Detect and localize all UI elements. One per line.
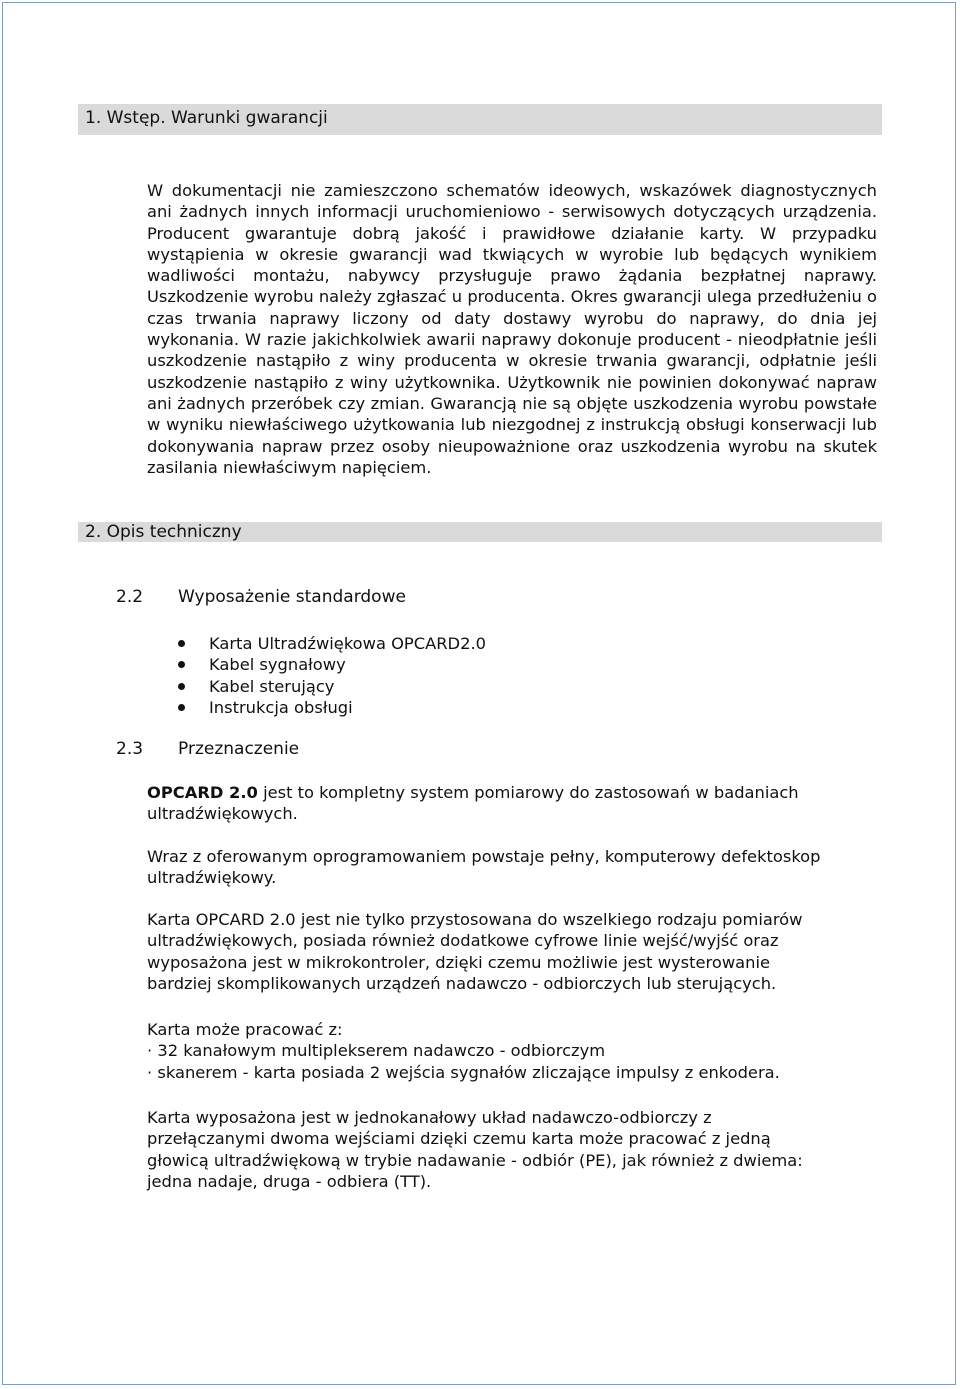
text-line: ultradźwiękowych, posiada również dodatkowe cyfrowe linie wejść/wyjść oraz — [147, 931, 779, 951]
section-2-heading: 2. Opis techniczny — [78, 522, 882, 542]
text-line: bardziej skomplikowanych urządzeń nadawczo - odbiorczych lub sterujących. — [147, 973, 777, 993]
text-line: wyposażona jest w mikrokontroler, dzięki czemu możliwie jest wysterowanie — [147, 952, 770, 972]
text-line: OPCARD 2.0 jest to kompletny system pomiarowy do zastosowań w badaniach — [147, 783, 799, 802]
purpose-paragraph-3 — [147, 909, 887, 994]
bullet-icon — [178, 704, 185, 711]
product-name: OPCARD 2.0 — [147, 783, 258, 802]
text-line: przełączanymi dwoma wejściami dzięki czemu karta może pracować z jedną — [147, 1129, 771, 1149]
text-line: Karta wyposażona jest w jednokanałowy układ nadawczo-odbiorczy z — [147, 1108, 712, 1127]
list-item: Instrukcja obsługi — [178, 697, 486, 718]
purpose-paragraph-5 — [147, 1107, 887, 1192]
text-line: · 32 kanałowym multiplekserem nadawczo - odbiorczym — [147, 1041, 606, 1061]
subsection-purpose-heading — [116, 739, 299, 759]
section-1-heading: 1. Wstęp. Warunki gwarancji — [78, 104, 882, 135]
bullet-icon — [178, 683, 185, 690]
purpose-paragraph-2 — [147, 846, 887, 889]
bullet-icon — [178, 661, 185, 668]
list-item: Karta Ultradźwiękowa OPCARD2.0 — [178, 633, 486, 654]
subsection-title: Przeznaczenie — [178, 739, 300, 759]
subsection-equipment-heading — [116, 587, 406, 607]
text-line: jedna nadaje, druga - odbiera (TT). — [147, 1171, 432, 1191]
text-line: Karta OPCARD 2.0 jest nie tylko przystosowana do wszelkiego rodzaju pomiarów — [147, 910, 803, 929]
subsection-title: Wyposażenie standardowe — [178, 587, 406, 607]
equipment-list — [178, 633, 486, 718]
text-line: ultradźwiękowy. — [147, 868, 277, 888]
bullet-icon — [178, 640, 185, 647]
list-item: Kabel sygnałowy — [178, 654, 486, 675]
warranty-paragraph: W dokumentacji nie zamieszczono schematów ideowych, wskazówek diagnostycznych ani żadnych innych informacji uruchomieniowo - serwisowych dotyczących urządzenia. Producent gwarantuje dobrą jakość i prawidłowe działanie karty. W przypadku wystąpienia w okresie gwarancji wad tkwiących w wyrobie lub będących wynikiem wadliwości montażu, nabywcy przysługuje prawo żądania bezpłatnej naprawy. Uszkodzenie wyrobu należy zgłaszać u producenta. Okres gwarancji ulega przedłużeniu o czas trwania naprawy liczony od daty dostawy wyrobu do naprawy, do dnia jej wykonania. W razie jakichkolwiek awarii naprawy dokonuje producent - nieodpłatnie jeśli uszkodzenie nastąpiło z winy producenta w okresie trwania gwarancji, odpłatnie jeśli uszkodzenie nastąpiło z winy użytkownika. Użytkownik nie powinien dokonywać napraw ani żadnych przeróbek czy zmian. Gwarancją nie są objęte uszkodzenia wyrobu powstałe w wyniku niewłaściwego użytkowania lub niezgodnej z instrukcją obsługi konserwacji lub dokonywania napraw przez osoby nieupoważnione oraz uszkodzenia wyrobu na skutek zasilania niewłaściwym napięciem. — [147, 181, 877, 477]
text-line: głowicą ultradźwiękową w trybie nadawanie - odbiór (PE), jak również z dwiema: — [147, 1150, 803, 1170]
purpose-paragraph-1 — [147, 782, 887, 825]
list-item: Kabel sterujący — [178, 676, 486, 697]
purpose-paragraph-4 — [147, 1019, 887, 1083]
text-line: ultradźwiękowych. — [147, 804, 298, 824]
text-line: · skanerem - karta posiada 2 wejścia sygnałów zliczające impulsy z enkodera. — [147, 1062, 780, 1082]
text-line: Karta może pracować z: — [147, 1020, 343, 1039]
subsection-number: 2.2 — [116, 587, 144, 607]
subsection-number: 2.3 — [116, 739, 144, 759]
text-line: Wraz z oferowanym oprogramowaniem powstaje pełny, komputerowy defektoskop — [147, 847, 821, 866]
